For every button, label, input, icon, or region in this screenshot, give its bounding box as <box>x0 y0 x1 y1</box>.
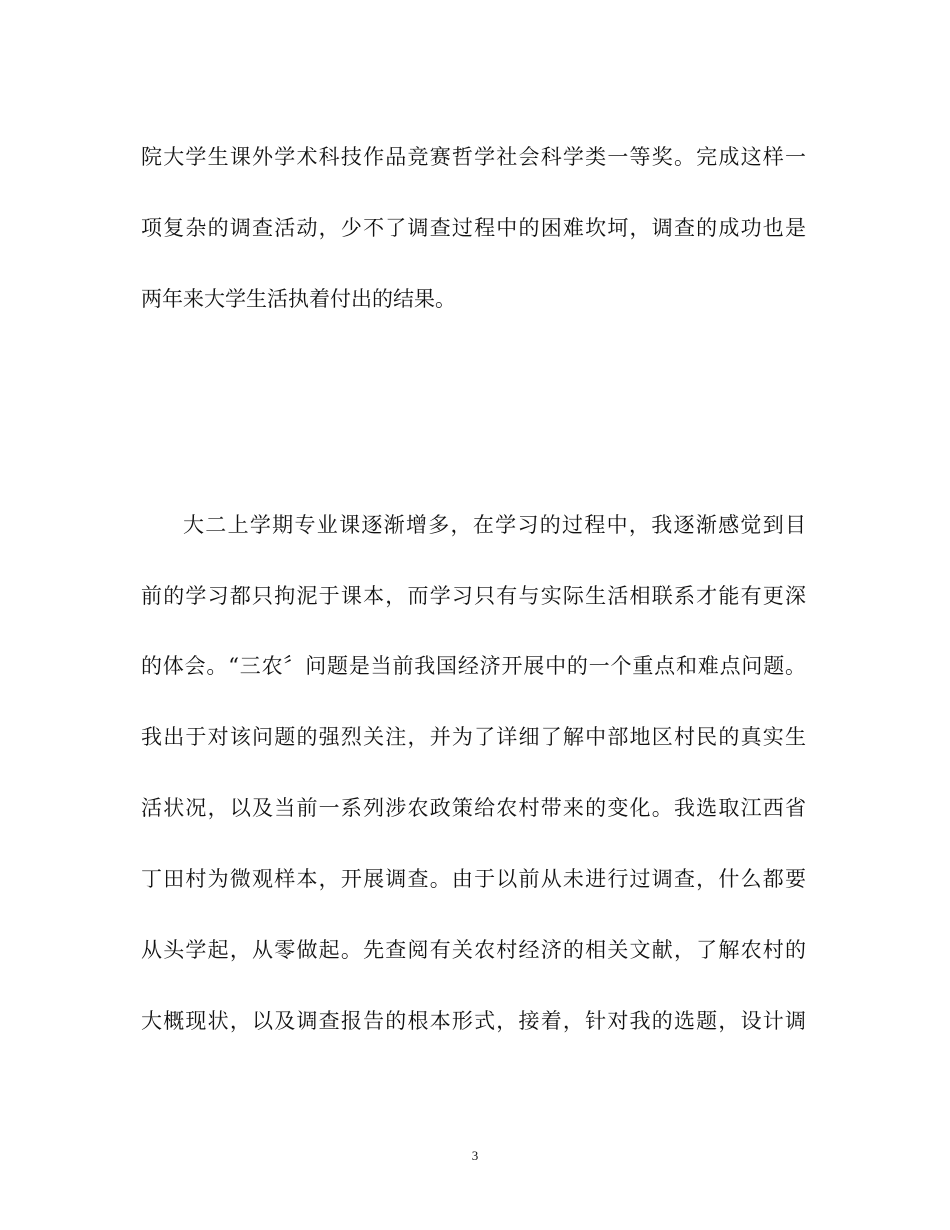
paragraph-2-line-1: 大二上学期专业课逐渐增多，在学习的过程中，我逐渐感觉到目 <box>183 513 806 537</box>
paragraph-2-line-2: 前的学习都只拘泥于课本，而学习只有与实际生活相联系才能有更深 <box>141 584 806 608</box>
page-number: 3 <box>471 1148 479 1163</box>
paragraph-1-line-1: 院大学生课外学术科技作品竞赛哲学社会科学类一等奖。完成这样一 <box>141 145 806 169</box>
paragraph-1-line-3: 两年来大学生活执着付出的结果。 <box>141 287 456 311</box>
paragraph-1-line-2: 项复杂的调查活动，少不了调查过程中的困难坎坷，调查的成功也是 <box>141 216 806 240</box>
paragraph-2-line-7: 从头学起，从零做起。先查阅有关农村经济的相关文献，了解农村的 <box>141 938 806 962</box>
paragraph-2-line-5: 活状况，以及当前一系列涉农政策给农村带来的变化。我选取江西省 <box>141 796 806 820</box>
paragraph-2-line-3: 的体会。“三农〞问题是当前我国经济开展中的一个重点和难点问题。 <box>141 654 806 678</box>
paragraph-2-line-6: 丁田村为微观样本，开展调查。由于以前从未进行过调查，什么都要 <box>141 867 806 891</box>
paragraph-2-line-4: 我出于对该问题的强烈关注，并为了详细了解中部地区村民的真实生 <box>141 725 806 749</box>
paragraph-2-line-8: 大概现状，以及调查报告的根本形式，接着，针对我的选题，设计调 <box>141 1009 806 1033</box>
